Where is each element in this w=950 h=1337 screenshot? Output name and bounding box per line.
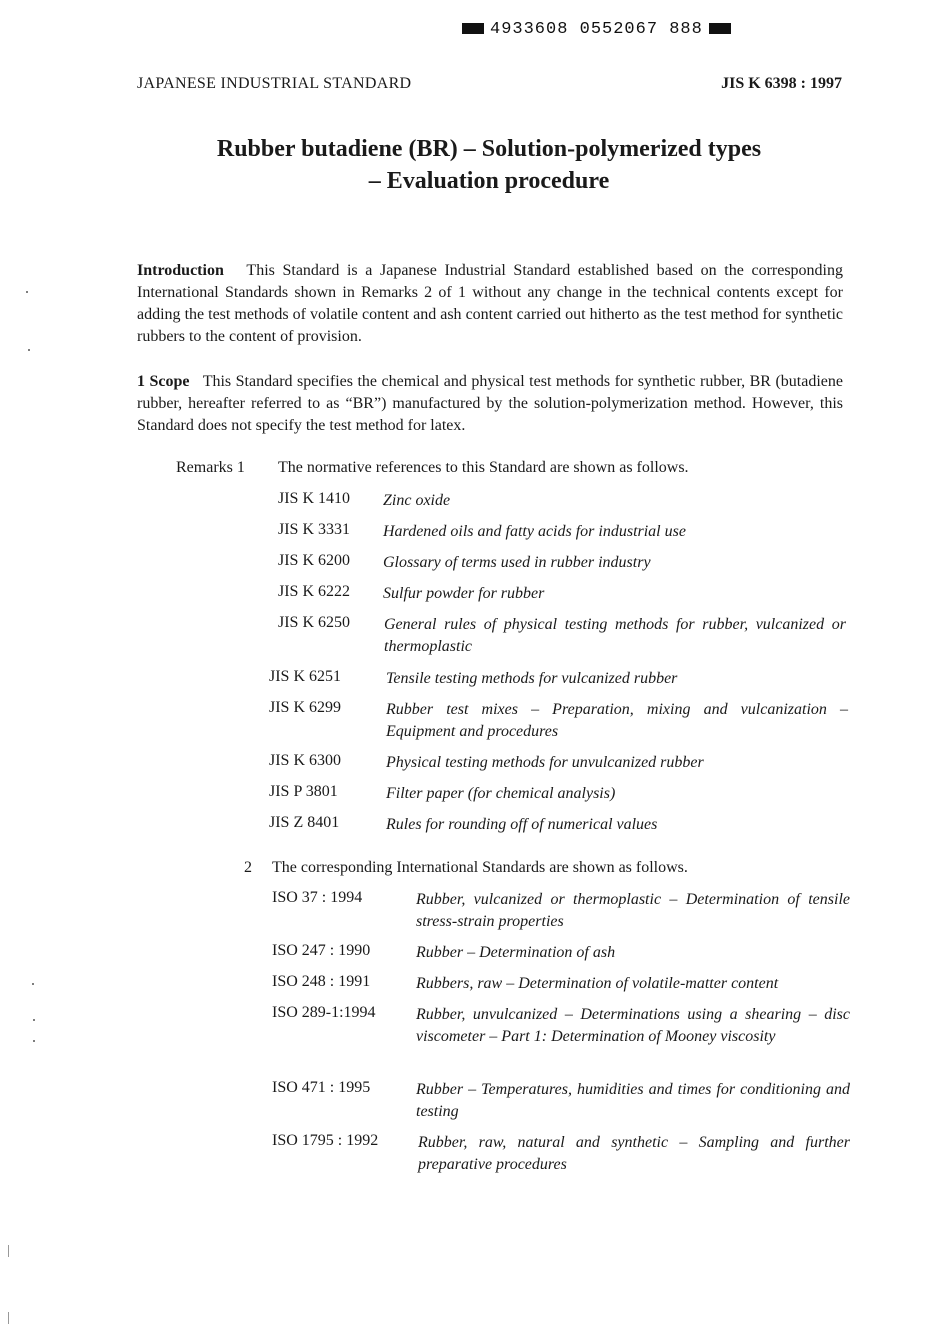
reference-title: Rules for rounding off of numerical values	[386, 816, 658, 833]
iso-title: Rubber – Determination of ash	[416, 944, 616, 961]
reference-title: General rules of physical testing methods for rubber, vulcanized or thermoplastic	[384, 616, 846, 655]
scan-speck	[32, 983, 34, 985]
title-line-2: – Evaluation procedure	[368, 168, 610, 194]
scan-speck	[26, 291, 28, 293]
document-title	[0, 133, 950, 197]
iso-title: Rubber, unvulcanized – Determinations using a shearing – disc viscometer – Part 1: Determination of Mooney viscosity	[416, 1006, 850, 1045]
barcode-number: 4933608 0552067 888	[490, 20, 703, 39]
iso-title: Rubber, raw, natural and synthetic – Sampling and further preparative procedures	[418, 1134, 850, 1173]
remarks-intro-2: The corresponding International Standards are shown as follows.	[272, 859, 688, 876]
scope-heading: 1 Scope	[137, 373, 190, 390]
scan-speck	[28, 349, 30, 351]
reference-code: JIS Z 8401	[269, 814, 340, 831]
reference-code: JIS K 6250	[278, 614, 351, 631]
scan-margin-mark	[8, 1245, 9, 1257]
reference-title: Zinc oxide	[383, 492, 451, 509]
header-standard-number: JIS K 6398 : 1997	[721, 75, 842, 92]
reference-title: Hardened oils and fatty acids for industrial use	[383, 523, 686, 540]
remarks-number-2: 2	[244, 859, 252, 876]
iso-code: ISO 37 : 1994	[272, 889, 363, 906]
remarks-intro: The normative references to this Standard are shown as follows.	[278, 459, 689, 476]
remarks-label: Remarks 1	[176, 459, 245, 476]
reference-code: JIS K 6300	[269, 752, 342, 769]
reference-code: JIS K 6200	[278, 552, 351, 569]
iso-code: ISO 289-1:1994	[272, 1004, 376, 1021]
barcode-bar-left	[462, 23, 484, 34]
reference-code: JIS P 3801	[269, 783, 338, 800]
scope-paragraph	[137, 371, 843, 437]
introduction-text: This Standard is a Japanese Industrial Standard established based on the corresponding International Standards shown in Remarks 2 of 1 without any change in the technical contents except for adding the test methods of volatile content and ash content carried out hitherto as the test method for synthetic rubbers to the content of provision.	[137, 262, 843, 345]
reference-code: JIS K 3331	[278, 521, 351, 538]
iso-code: ISO 247 : 1990	[272, 942, 371, 959]
reference-code: JIS K 6299	[269, 699, 342, 716]
scan-speck	[33, 1040, 35, 1042]
reference-code: JIS K 6251	[269, 668, 342, 685]
reference-code: JIS K 6222	[278, 583, 351, 600]
scan-speck	[33, 1019, 35, 1021]
reference-title: Tensile testing methods for vulcanized rubber	[386, 670, 678, 687]
header-standard-name: JAPANESE INDUSTRIAL STANDARD	[137, 75, 412, 92]
reference-title: Rubber test mixes – Preparation, mixing and vulcanization – Equipment and procedures	[386, 701, 848, 740]
reference-title: Glossary of terms used in rubber industry	[383, 554, 651, 571]
introduction-heading: Introduction	[137, 262, 224, 279]
introduction-paragraph	[137, 260, 843, 348]
iso-code: ISO 471 : 1995	[272, 1079, 371, 1096]
iso-title: Rubbers, raw – Determination of volatile-matter content	[416, 975, 779, 992]
iso-code: ISO 248 : 1991	[272, 973, 371, 990]
iso-code: ISO 1795 : 1992	[272, 1132, 379, 1149]
reference-title: Physical testing methods for unvulcanized rubber	[386, 754, 704, 771]
reference-code: JIS K 1410	[278, 490, 351, 507]
document-barcode	[456, 20, 737, 39]
title-line-1: Rubber butadiene (BR) – Solution-polymerized types	[216, 136, 762, 162]
reference-title: Filter paper (for chemical analysis)	[386, 785, 616, 802]
barcode-bar-right	[709, 23, 731, 34]
scan-margin-mark	[8, 1312, 9, 1324]
iso-title: Rubber, vulcanized or thermoplastic – Determination of tensile stress-strain properties	[416, 891, 850, 930]
scope-text: This Standard specifies the chemical and physical test methods for synthetic rubber, BR (butadiene rubber, hereafter referred to as “BR”) manufactured by the solution-polymerization method. However, this Standard does not specify the test method for latex.	[137, 373, 843, 434]
iso-title: Rubber – Temperatures, humidities and times for conditioning and testing	[416, 1081, 850, 1120]
reference-title: Sulfur powder for rubber	[383, 585, 545, 602]
